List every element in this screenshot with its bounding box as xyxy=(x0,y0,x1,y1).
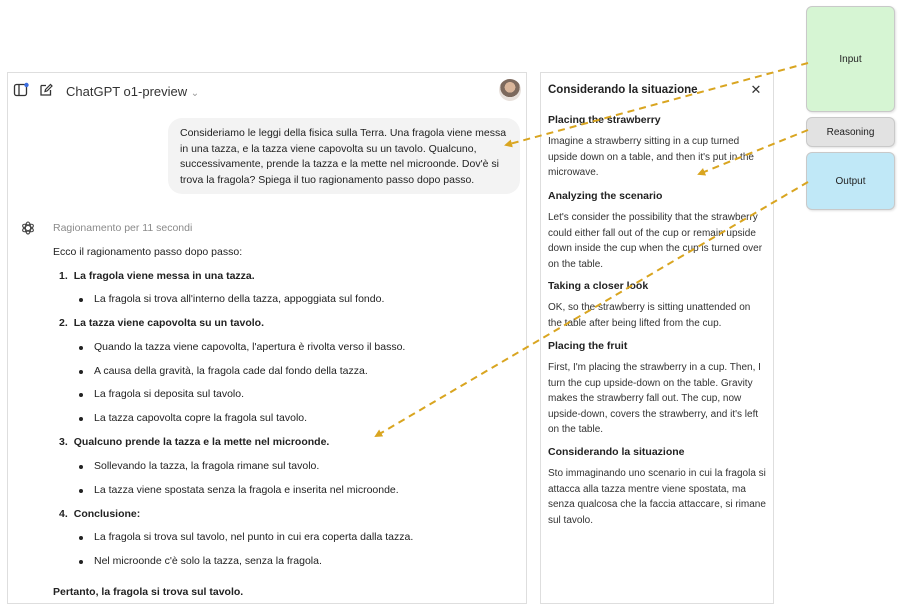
list-item: 4. Conclusione: xyxy=(59,508,141,520)
openai-logo-icon xyxy=(20,220,36,236)
legend-reasoning: Reasoning xyxy=(806,117,895,147)
list-item: 1. La fragola viene messa in una tazza. xyxy=(59,270,255,282)
list-item: La tazza viene spostata senza la fragola e inserita nel microonde. xyxy=(94,484,399,496)
reasoning-text: Let's consider the possibility that the strawberry could either fall out of the cup or remain upside down inside the cup when the cup is turned over on the table. xyxy=(548,212,763,270)
list-item: La fragola si trova sul tavolo, nel punto in cui era coperta dalla tazza. xyxy=(94,531,414,543)
list-item: A causa della gravità, la fragola cade dal fondo della tazza. xyxy=(94,365,368,377)
answer-conclusion: Pertanto, la fragola si trova sul tavolo. xyxy=(53,586,244,598)
reasoning-heading: Placing the strawberry xyxy=(548,114,661,126)
reasoning-heading: Placing the fruit xyxy=(548,340,628,352)
model-selector[interactable] xyxy=(66,84,199,99)
reasoning-text: Imagine a strawberry sitting in a cup turned upside down on a table, and then it's put in the microwave. xyxy=(548,136,754,178)
reasoning-text: Sto immaginando uno scenario in cui la fragola si attacca alla tazza mentre viene spostata, ma senza qualcosa che la faccia attaccare, si rimane sul tavolo. xyxy=(548,468,766,526)
chat-panel xyxy=(7,72,527,604)
list-item: 3. Qualcuno prende la tazza e la mette nel microonde. xyxy=(59,436,330,448)
answer-intro: Ecco il ragionamento passo dopo passo: xyxy=(53,246,243,258)
chevron-down-icon: ⌄ xyxy=(190,88,200,99)
legend-input: Input xyxy=(806,6,895,112)
list-item: 2. La tazza viene capovolta su un tavolo. xyxy=(59,317,264,329)
sidebar-toggle-icon[interactable] xyxy=(13,82,29,98)
list-item: La fragola si trova all'interno della tazza, appoggiata sul fondo. xyxy=(94,293,385,305)
legend-output: Output xyxy=(806,152,895,210)
user-message: Consideriamo le leggi della fisica sulla Terra. Una fragola viene messa in una tazza, e la tazza viene capovolta su un tavolo. Qualcuno, successivamente, prende la tazza e la mette nel microonde. Dov'è si trova la fragola? Spiega il tuo ragionamento passo dopo passo. xyxy=(168,118,520,194)
avatar[interactable] xyxy=(499,79,521,101)
reasoning-time-toggle[interactable]: Ragionamento per 11 secondi xyxy=(53,222,193,234)
reasoning-text: OK, so the strawberry is sitting unattended on the table after being lifted from the cup. xyxy=(548,302,751,329)
list-item: Nel microonde c'è solo la tazza, senza la fragola. xyxy=(94,555,322,567)
reasoning-panel-title: Considerando la situazione xyxy=(548,84,698,96)
list-item: Quando la tazza viene capovolta, l'apertura è rivolta verso il basso. xyxy=(94,341,406,353)
reasoning-text: First, I'm placing the strawberry in a cup. Then, I turn the cup upside-down on the table. Gravity makes the strawberry fall out. The cup, now upside-down, covers the strawberry, and it's left on the table. xyxy=(548,362,761,435)
model-name: ChatGPT o1-preview xyxy=(66,84,188,99)
list-item: La tazza capovolta copre la fragola sul tavolo. xyxy=(94,412,308,424)
list-item: Sollevando la tazza, la fragola rimane sul tavolo. xyxy=(94,460,320,472)
reasoning-heading: Taking a closer look xyxy=(548,280,649,292)
close-icon[interactable]: ✕ xyxy=(750,82,762,97)
reasoning-heading: Analyzing the scenario xyxy=(548,190,663,202)
reasoning-heading: Considerando la situazione xyxy=(548,446,685,458)
compose-icon[interactable] xyxy=(38,82,54,98)
list-item: La fragola si deposita sul tavolo. xyxy=(94,388,245,400)
reasoning-panel xyxy=(540,72,774,604)
